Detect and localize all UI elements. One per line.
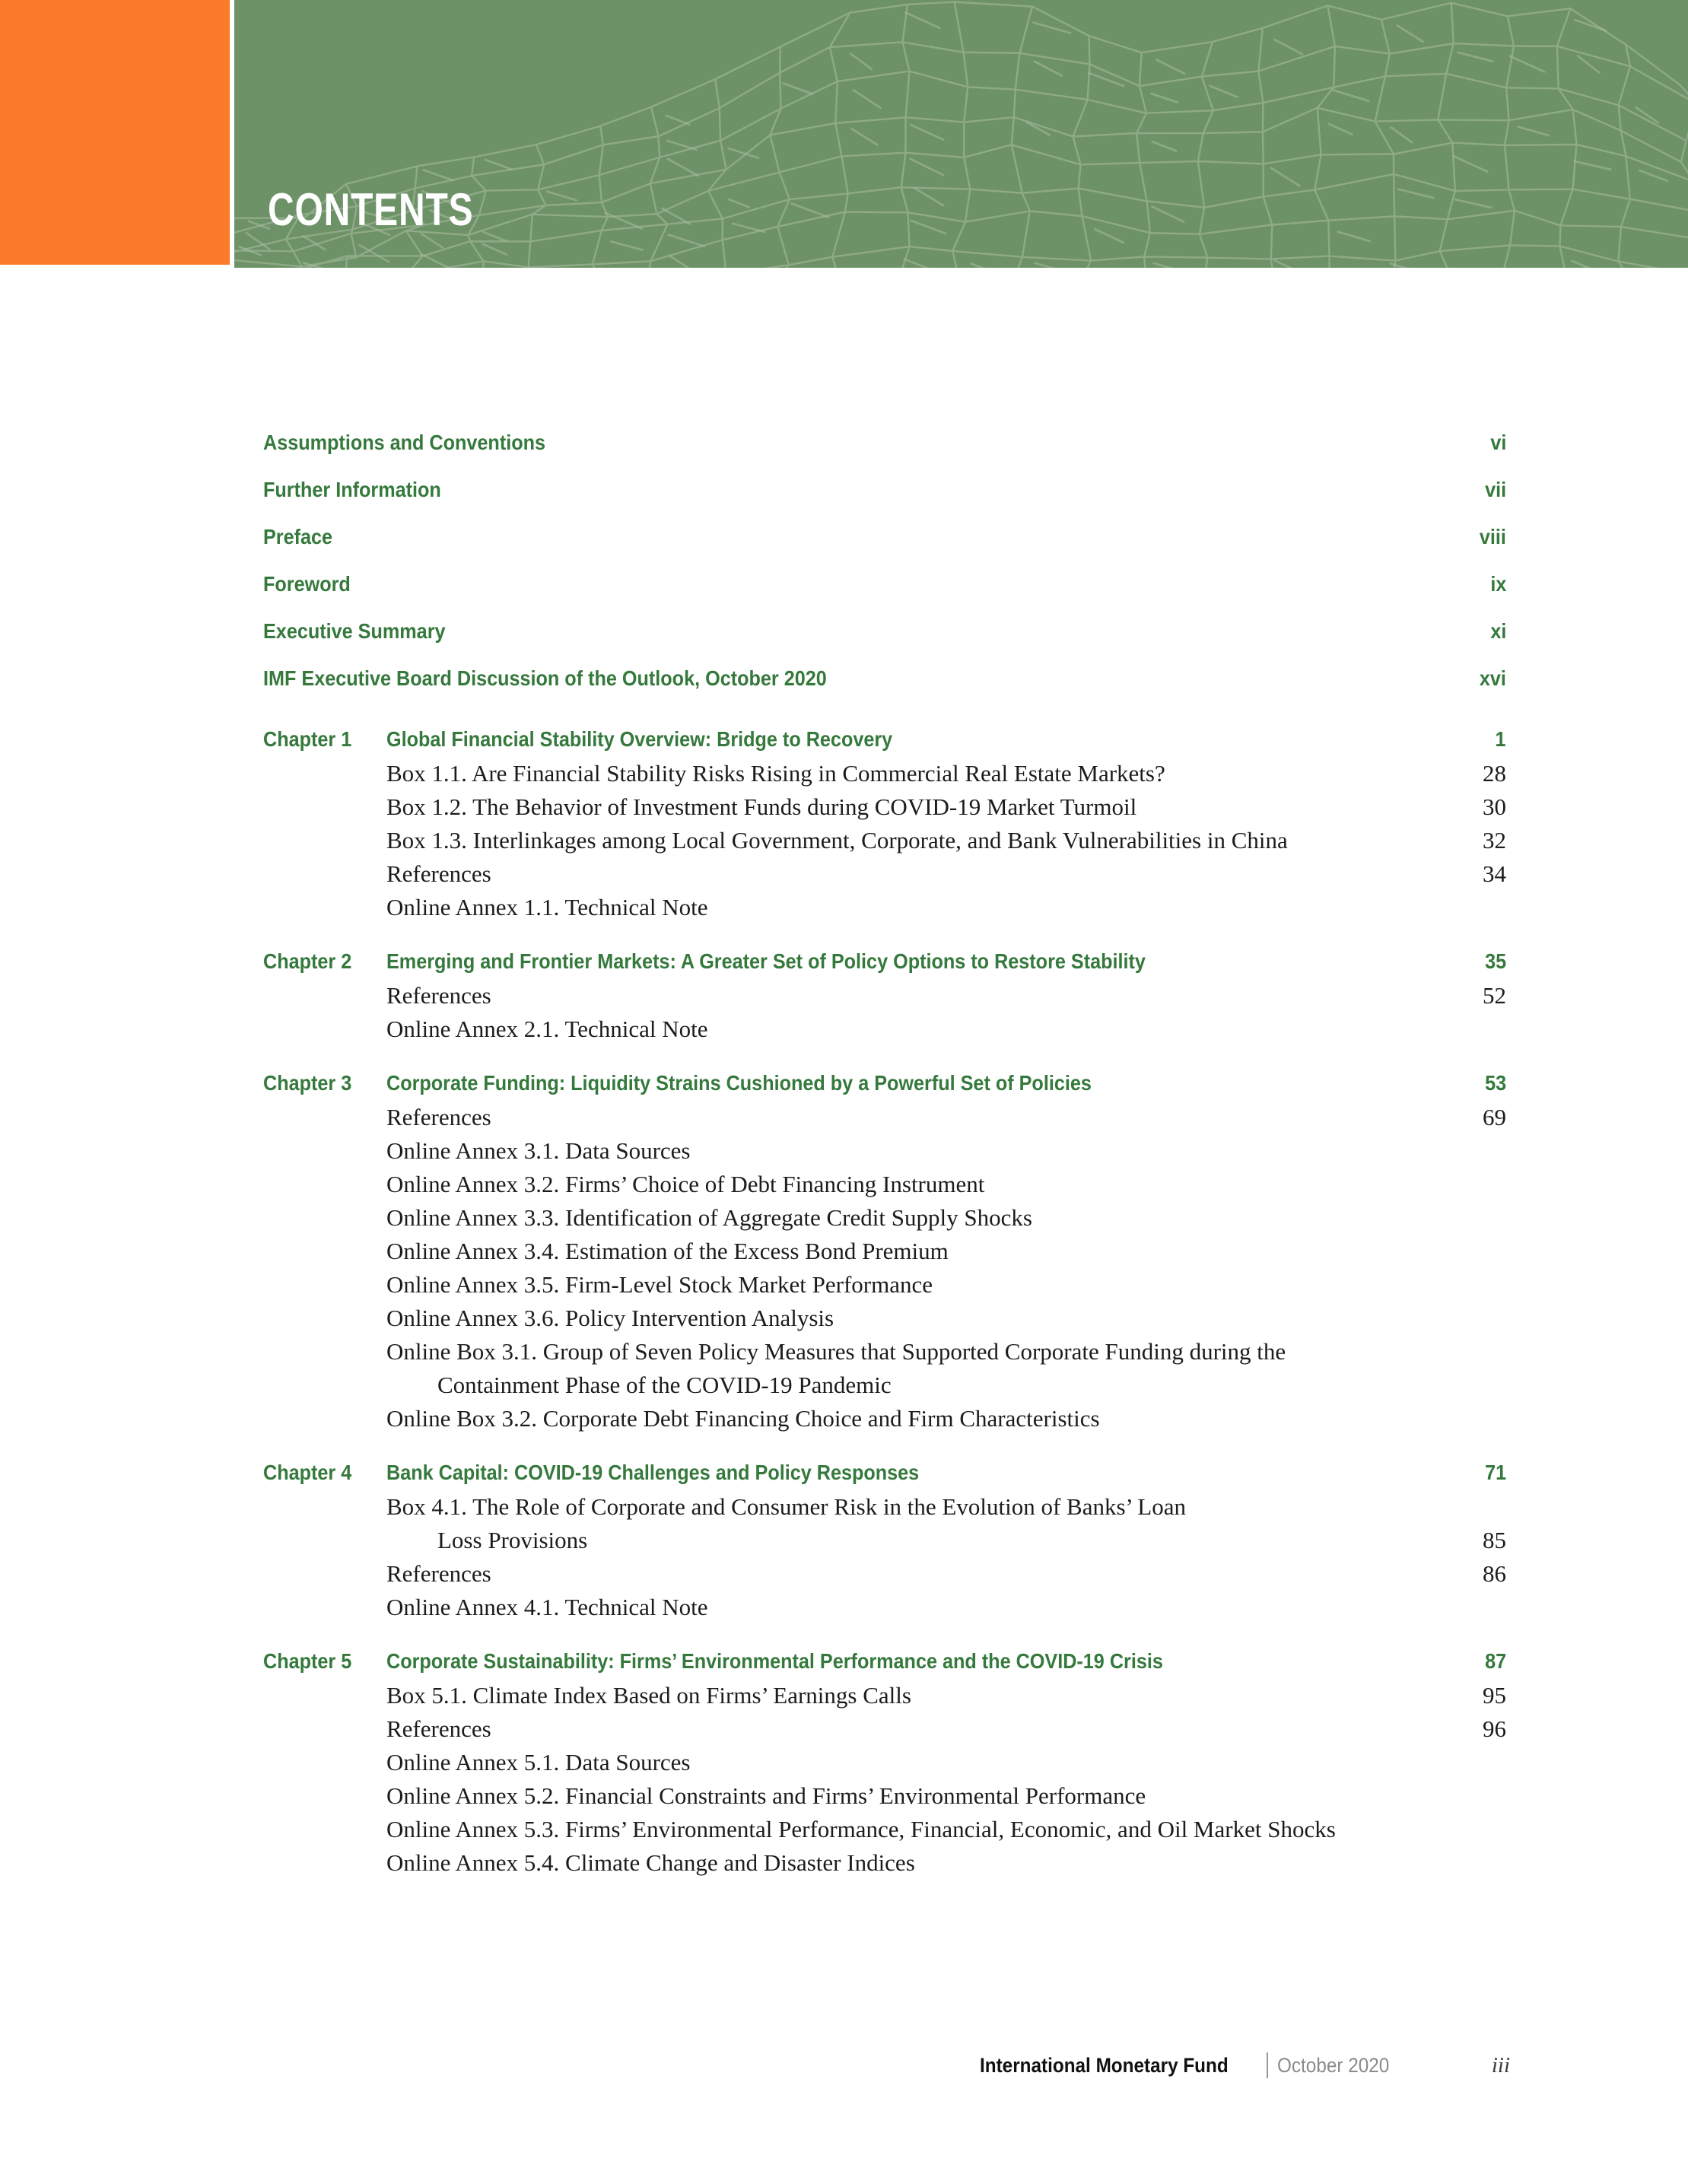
toc-subitem-row xyxy=(263,894,1506,927)
front-matter-label-text: Foreword xyxy=(263,572,351,596)
subitem-text: Online Annex 5.4. Climate Change and Disaster Indices xyxy=(386,1849,915,1876)
front-matter-page-text: vii xyxy=(1484,478,1506,501)
front-matter-page-number xyxy=(1489,430,1506,456)
front-matter-row xyxy=(263,571,1506,618)
toc-subitem-row xyxy=(263,1204,1506,1238)
subitem-text: References xyxy=(386,860,491,887)
chapter-title-text: Global Financial Stability Overview: Bridge to Recovery xyxy=(386,727,893,751)
chapter-page-text: 1 xyxy=(1495,727,1506,751)
toc-subitem-row xyxy=(263,1715,1506,1749)
chapter-title xyxy=(386,1070,1483,1096)
front-matter-page-text: xvi xyxy=(1479,666,1506,690)
front-matter-label-text: Further Information xyxy=(263,478,441,501)
chapter-label-text: Chapter 3 xyxy=(263,1071,352,1095)
subitem-text: Containment Phase of the COVID-19 Pandemic xyxy=(437,1372,892,1398)
chapter-page-text: 87 xyxy=(1484,1649,1506,1673)
subitem-text: Online Annex 3.3. Identification of Aggregate Credit Supply Shocks xyxy=(386,1204,1032,1231)
front-matter-row xyxy=(263,666,1506,713)
toc-subitem-row xyxy=(263,1782,1506,1816)
chapter-page-number xyxy=(1494,726,1506,752)
subitem-page-number: 30 xyxy=(1483,793,1506,820)
toc-subitem-row xyxy=(263,1305,1506,1338)
chapter-title-text: Corporate Sustainability: Firms’ Environmental Performance and the COVID-19 Crisis xyxy=(386,1649,1163,1673)
chapter-page-text: 35 xyxy=(1484,949,1506,973)
chapter-title xyxy=(386,1460,1483,1486)
chapter-label xyxy=(263,949,386,974)
front-matter-label-text: Assumptions and Conventions xyxy=(263,431,546,454)
front-matter-page-text: vi xyxy=(1489,431,1506,454)
toc-subitem-row xyxy=(263,1493,1506,1527)
chapter-title xyxy=(386,949,1483,974)
front-matter-row xyxy=(263,524,1506,571)
subitem-text: Online Annex 3.5. Firm-Level Stock Market Performance xyxy=(386,1271,933,1298)
chapter-title-text: Bank Capital: COVID-19 Challenges and Policy Responses xyxy=(386,1461,920,1484)
subitem-text: References xyxy=(386,1104,491,1130)
front-matter-page-text: ix xyxy=(1489,572,1506,596)
subitem-text: References xyxy=(386,982,491,1009)
subitem-page-number: 85 xyxy=(1483,1527,1506,1553)
toc-subitem-row xyxy=(263,1816,1506,1849)
subitem-text: Online Annex 5.2. Financial Constraints and Firms’ Environmental Performance xyxy=(386,1782,1146,1809)
toc-subitem-row xyxy=(263,1682,1506,1715)
chapter-page-text: 53 xyxy=(1484,1071,1506,1095)
chapter-page-number xyxy=(1483,949,1506,974)
toc-subitem-row xyxy=(263,1849,1506,1883)
subitem-text: Loss Provisions xyxy=(437,1527,588,1553)
chapter-title xyxy=(386,1648,1483,1674)
subitem-text: References xyxy=(386,1715,491,1742)
toc-subitem-row xyxy=(263,1749,1506,1782)
front-matter-label xyxy=(263,524,1477,550)
subitem-text: Online Annex 2.1. Technical Note xyxy=(386,1016,708,1042)
subitem-text: Online Annex 4.1. Technical Note xyxy=(386,1594,708,1620)
front-matter-label xyxy=(263,477,1483,503)
chapter-row xyxy=(263,1648,1506,1682)
front-matter-label-text: Executive Summary xyxy=(263,619,446,643)
toc-subitem-row xyxy=(263,1338,1506,1372)
chapter-row xyxy=(263,1070,1506,1104)
subitem-page-number: 69 xyxy=(1483,1104,1506,1130)
subitem-page-number: 95 xyxy=(1483,1682,1506,1709)
page-footer xyxy=(980,2052,1510,2078)
subitem-text: Online Box 3.1. Group of Seven Policy Measures that Supported Corporate Funding during the xyxy=(386,1338,1286,1365)
accent-orange-block xyxy=(0,0,230,265)
chapter-label-text: Chapter 1 xyxy=(263,727,352,751)
front-matter-page-text: xi xyxy=(1489,619,1506,643)
chapter-row xyxy=(263,726,1506,760)
front-matter-label xyxy=(263,571,1489,597)
subitem-page-number: 86 xyxy=(1483,1560,1506,1587)
front-matter-row xyxy=(263,618,1506,666)
toc-subitem-row xyxy=(263,1238,1506,1271)
front-matter-page-number xyxy=(1489,618,1506,644)
front-matter-label-text: IMF Executive Board Discussion of the Outlook, October 2020 xyxy=(263,666,827,690)
chapter-row xyxy=(263,1460,1506,1493)
subitem-page-number: 96 xyxy=(1483,1715,1506,1742)
toc-subitem-row xyxy=(263,1137,1506,1171)
subitem-page-number: 28 xyxy=(1483,760,1506,787)
chapter-title-text: Emerging and Frontier Markets: A Greater Set of Policy Options to Restore Stability xyxy=(386,949,1146,973)
subitem-text: Online Annex 1.1. Technical Note xyxy=(386,894,708,920)
toc-subitem-row xyxy=(263,982,1506,1016)
toc-subitem-row xyxy=(263,1405,1506,1439)
subitem-text: Box 1.1. Are Financial Stability Risks Rising in Commercial Real Estate Markets? xyxy=(386,760,1165,787)
subitem-text: Online Annex 3.4. Estimation of the Excess Bond Premium xyxy=(386,1238,949,1264)
header-banner xyxy=(234,0,1688,268)
footer-page-number: iii xyxy=(1491,2052,1510,2078)
toc-subitem-row xyxy=(263,1527,1506,1560)
subitem-text: References xyxy=(386,1560,491,1587)
front-matter-row xyxy=(263,430,1506,477)
chapter-label xyxy=(263,1070,386,1096)
chapter-label-text: Chapter 2 xyxy=(263,949,352,973)
front-matter-label xyxy=(263,666,1477,691)
front-matter-page-text: viii xyxy=(1479,525,1506,548)
front-matter-row xyxy=(263,477,1506,524)
subitem-text: Online Annex 5.3. Firms’ Environmental Performance, Financial, Economic, and Oil Market Shocks xyxy=(386,1816,1336,1842)
chapter-label xyxy=(263,726,386,752)
front-matter-label xyxy=(263,618,1489,644)
subitem-text: Box 4.1. The Role of Corporate and Consumer Risk in the Evolution of Banks’ Loan xyxy=(386,1493,1186,1520)
toc-subitem-row xyxy=(263,827,1506,860)
footer-publisher: International Monetary Fund xyxy=(980,2053,1229,2077)
chapter-label-text: Chapter 5 xyxy=(263,1649,352,1673)
toc-subitem-row xyxy=(263,793,1506,827)
chapter-page-text: 71 xyxy=(1484,1461,1506,1484)
toc-subitem-row xyxy=(263,1171,1506,1204)
toc-subitem-row xyxy=(263,1271,1506,1305)
subitem-page-number: 32 xyxy=(1483,827,1506,854)
toc-subitem-row xyxy=(263,1104,1506,1137)
chapter-page-number xyxy=(1483,1460,1506,1486)
subitem-text: Online Annex 3.2. Firms’ Choice of Debt Financing Instrument xyxy=(386,1171,985,1197)
chapter-label xyxy=(263,1460,386,1486)
subitem-text: Online Annex 5.1. Data Sources xyxy=(386,1749,691,1775)
footer-date: October 2020 xyxy=(1277,2053,1390,2077)
chapter-title xyxy=(386,726,1494,752)
front-matter-label-text: Preface xyxy=(263,525,333,548)
toc-subitem-row xyxy=(263,760,1506,793)
chapter-label xyxy=(263,1648,386,1674)
subitem-text: Online Annex 3.6. Policy Intervention Analysis xyxy=(386,1305,834,1331)
toc-subitem-row xyxy=(263,1560,1506,1594)
chapter-row xyxy=(263,949,1506,982)
chapter-page-number xyxy=(1483,1070,1506,1096)
front-matter-label xyxy=(263,430,1489,456)
front-matter-page-number xyxy=(1489,571,1506,597)
chapter-label-text: Chapter 4 xyxy=(263,1461,352,1484)
footer-divider xyxy=(1267,2052,1268,2078)
toc-subitem-row xyxy=(263,860,1506,894)
chapter-title-text: Corporate Funding: Liquidity Strains Cushioned by a Powerful Set of Policies xyxy=(386,1071,1092,1095)
front-matter-page-number xyxy=(1477,666,1506,691)
table-of-contents xyxy=(263,430,1506,1883)
subitem-page-number: 34 xyxy=(1483,860,1506,887)
chapter-page-number xyxy=(1483,1648,1506,1674)
subitem-text: Online Box 3.2. Corporate Debt Financing Choice and Firm Characteristics xyxy=(386,1405,1100,1432)
toc-subitem-row xyxy=(263,1016,1506,1049)
toc-subitem-row xyxy=(263,1372,1506,1405)
subitem-page-number: 52 xyxy=(1483,982,1506,1009)
subitem-text: Box 1.3. Interlinkages among Local Government, Corporate, and Bank Vulnerabilities in China xyxy=(386,827,1288,854)
subitem-text: Online Annex 3.1. Data Sources xyxy=(386,1137,691,1164)
toc-subitem-row xyxy=(263,1594,1506,1627)
front-matter-page-number xyxy=(1483,477,1506,503)
front-matter-page-number xyxy=(1477,524,1506,550)
page-title: CONTENTS xyxy=(268,184,474,235)
subitem-text: Box 5.1. Climate Index Based on Firms’ Earnings Calls xyxy=(386,1682,911,1709)
subitem-text: Box 1.2. The Behavior of Investment Funds during COVID-19 Market Turmoil xyxy=(386,793,1137,820)
